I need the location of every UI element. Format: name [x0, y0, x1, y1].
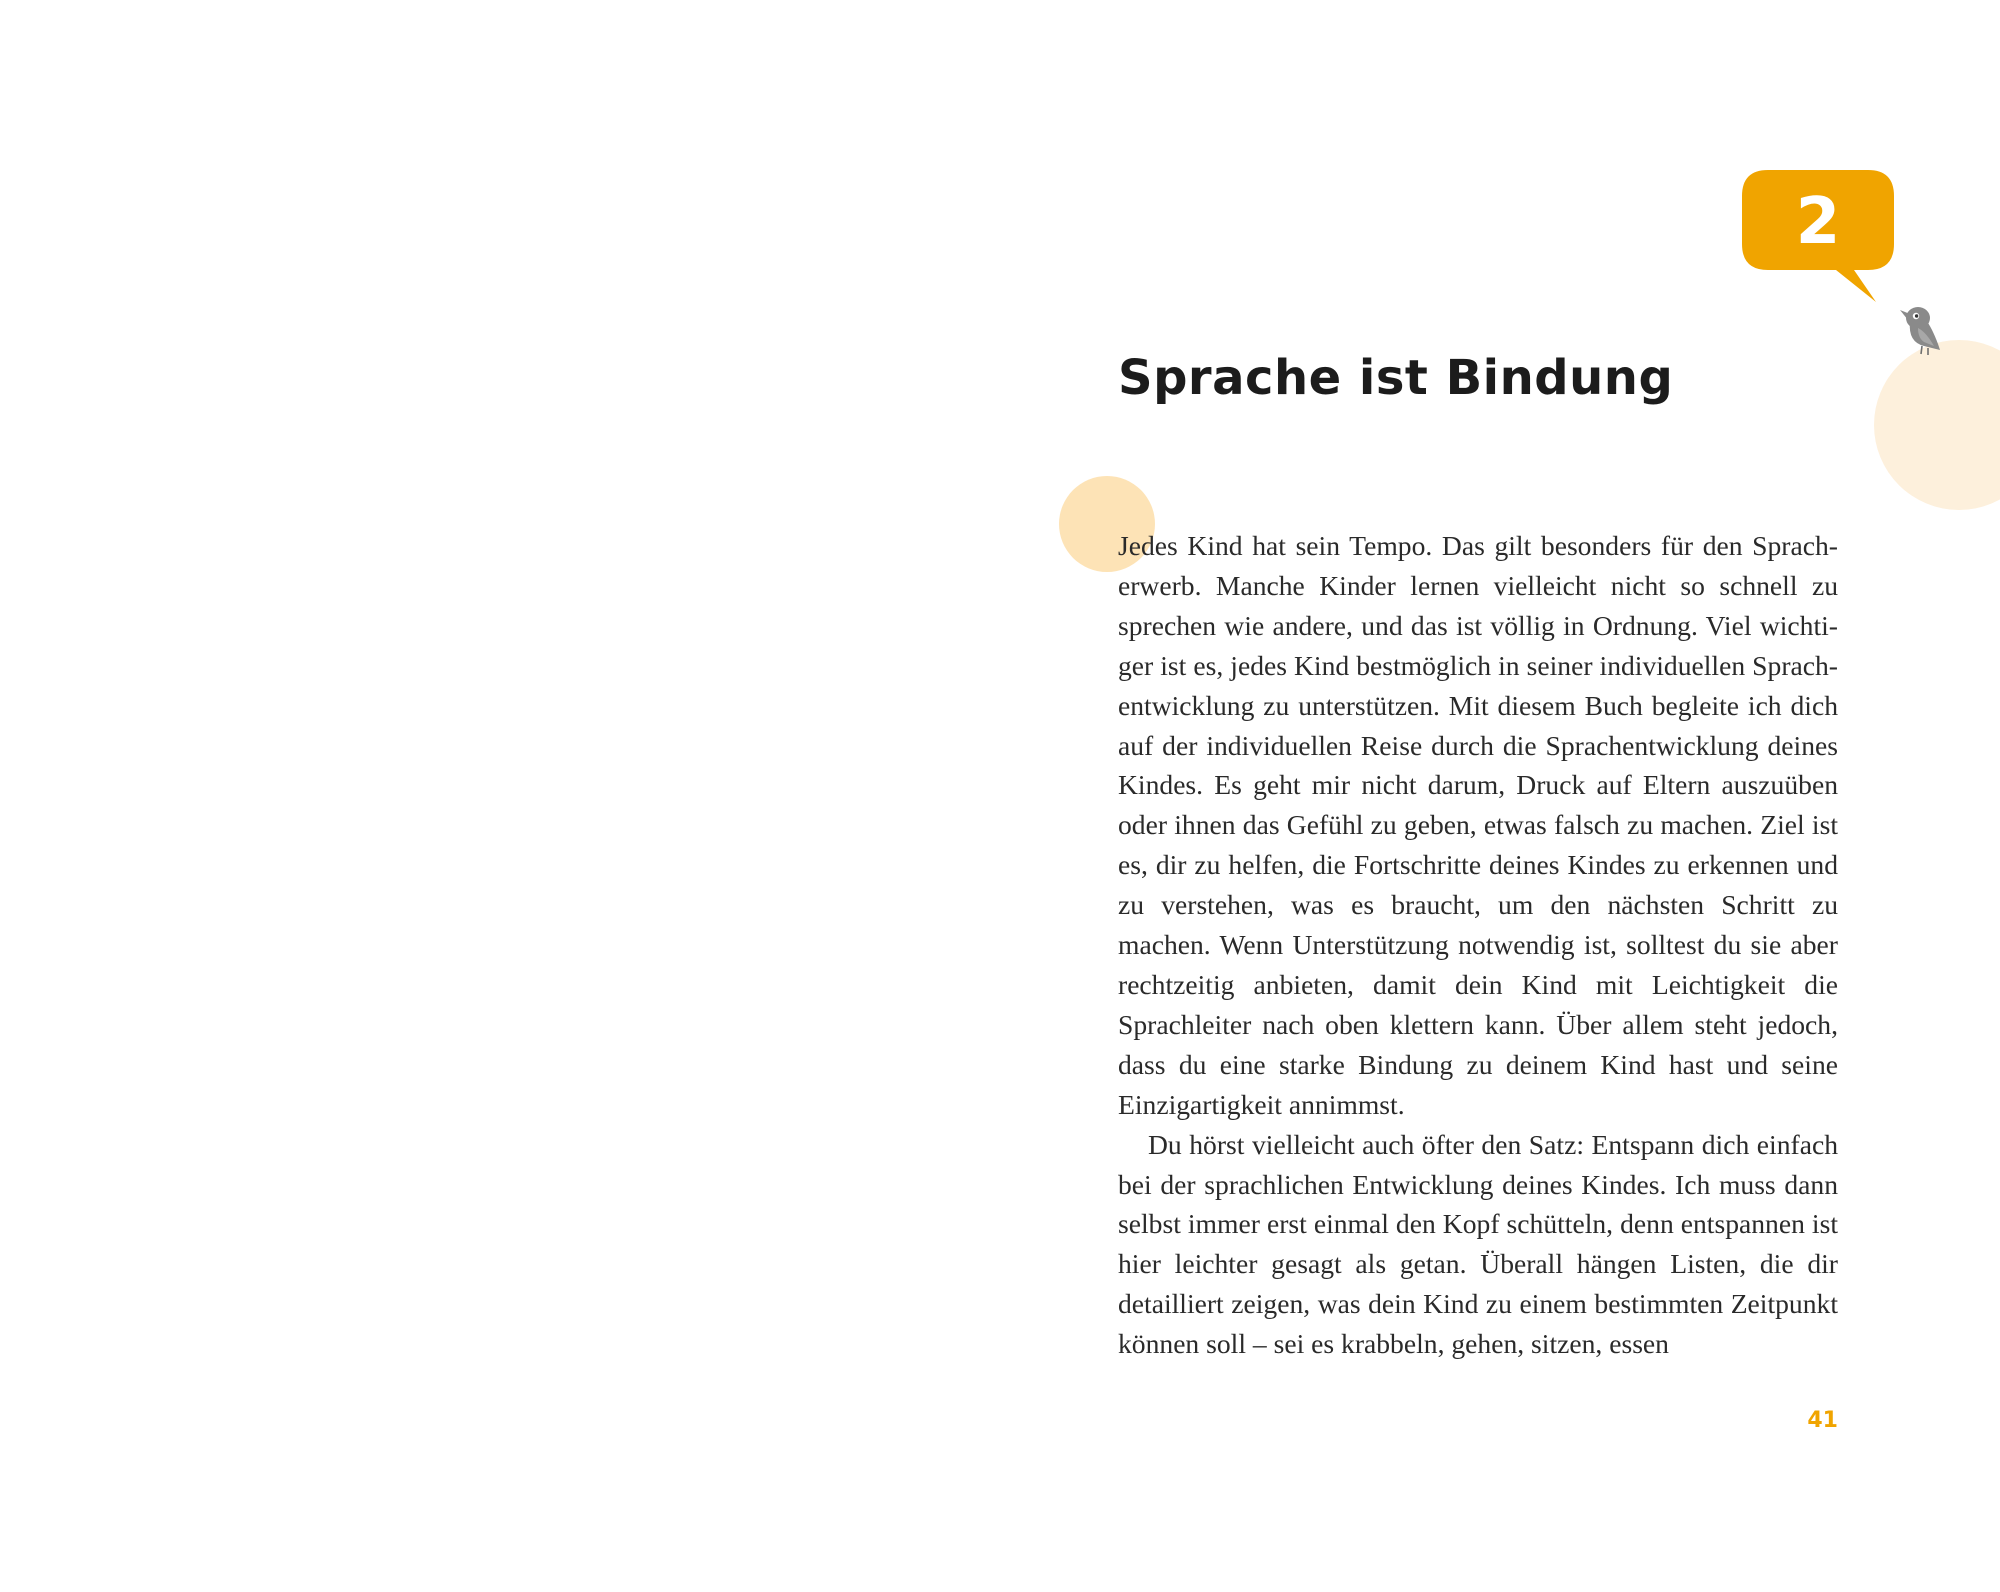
body-paragraph: Jedes Kind hat sein Tempo. Das gilt besonders für den Spracherwerb. Manche Kinder lernen vielleicht nicht so schnell zu sprechen wie andere, und das ist völlig in Ordnung. Viel wichtiger ist es, jedes Kind bestmöglich in seiner individuellen Sprachentwicklung zu unterstützen. Mit diesem Buch begleite ich dich auf der individuellen Reise durch die Sprachentwicklung deines Kindes. Es geht mir nicht darum, Druck auf Eltern auszuüben oder ihnen das Gefühl zu geben, etwas falsch zu machen. Ziel ist es, dir zu helfen, die Fortschritte deines Kindes zu erkennen und zu verstehen, was es braucht, um den nächsten Schritt zu machen. Wenn Unterstützung notwendig ist, solltest du sie aber rechtzeitig anbieten, damit dein Kind mit Leichtigkeit die Sprachleiter nach oben klettern kann. Über allem steht jedoch, dass du eine starke Bindung zu deinem Kind hast und seine Einzigartigkeit annimmst.: [1118, 530, 1838, 1120]
chapter-number: 2: [1795, 185, 1841, 259]
page-number: 41: [1807, 1408, 1838, 1433]
body-paragraph: Du hörst vielleicht auch öfter den Satz: Entspann dich einfach bei der sprachlichen Entwicklung deines Kindes. Ich muss dann selbst immer erst einmal den Kopf schütteln, denn entspannen ist hier leichter gesagt als getan. Überall hängen Listen, die dir detailliert zeigen, was dein Kind zu einem bestimmten Zeitpunkt können soll – sei es krabbeln, gehen, sitzen, essen: [1118, 1128, 1838, 1360]
bird-icon: [1896, 298, 1956, 358]
body-text: [1118, 526, 1838, 1364]
chapter-title: Sprache ist Bindung: [1118, 350, 1674, 406]
